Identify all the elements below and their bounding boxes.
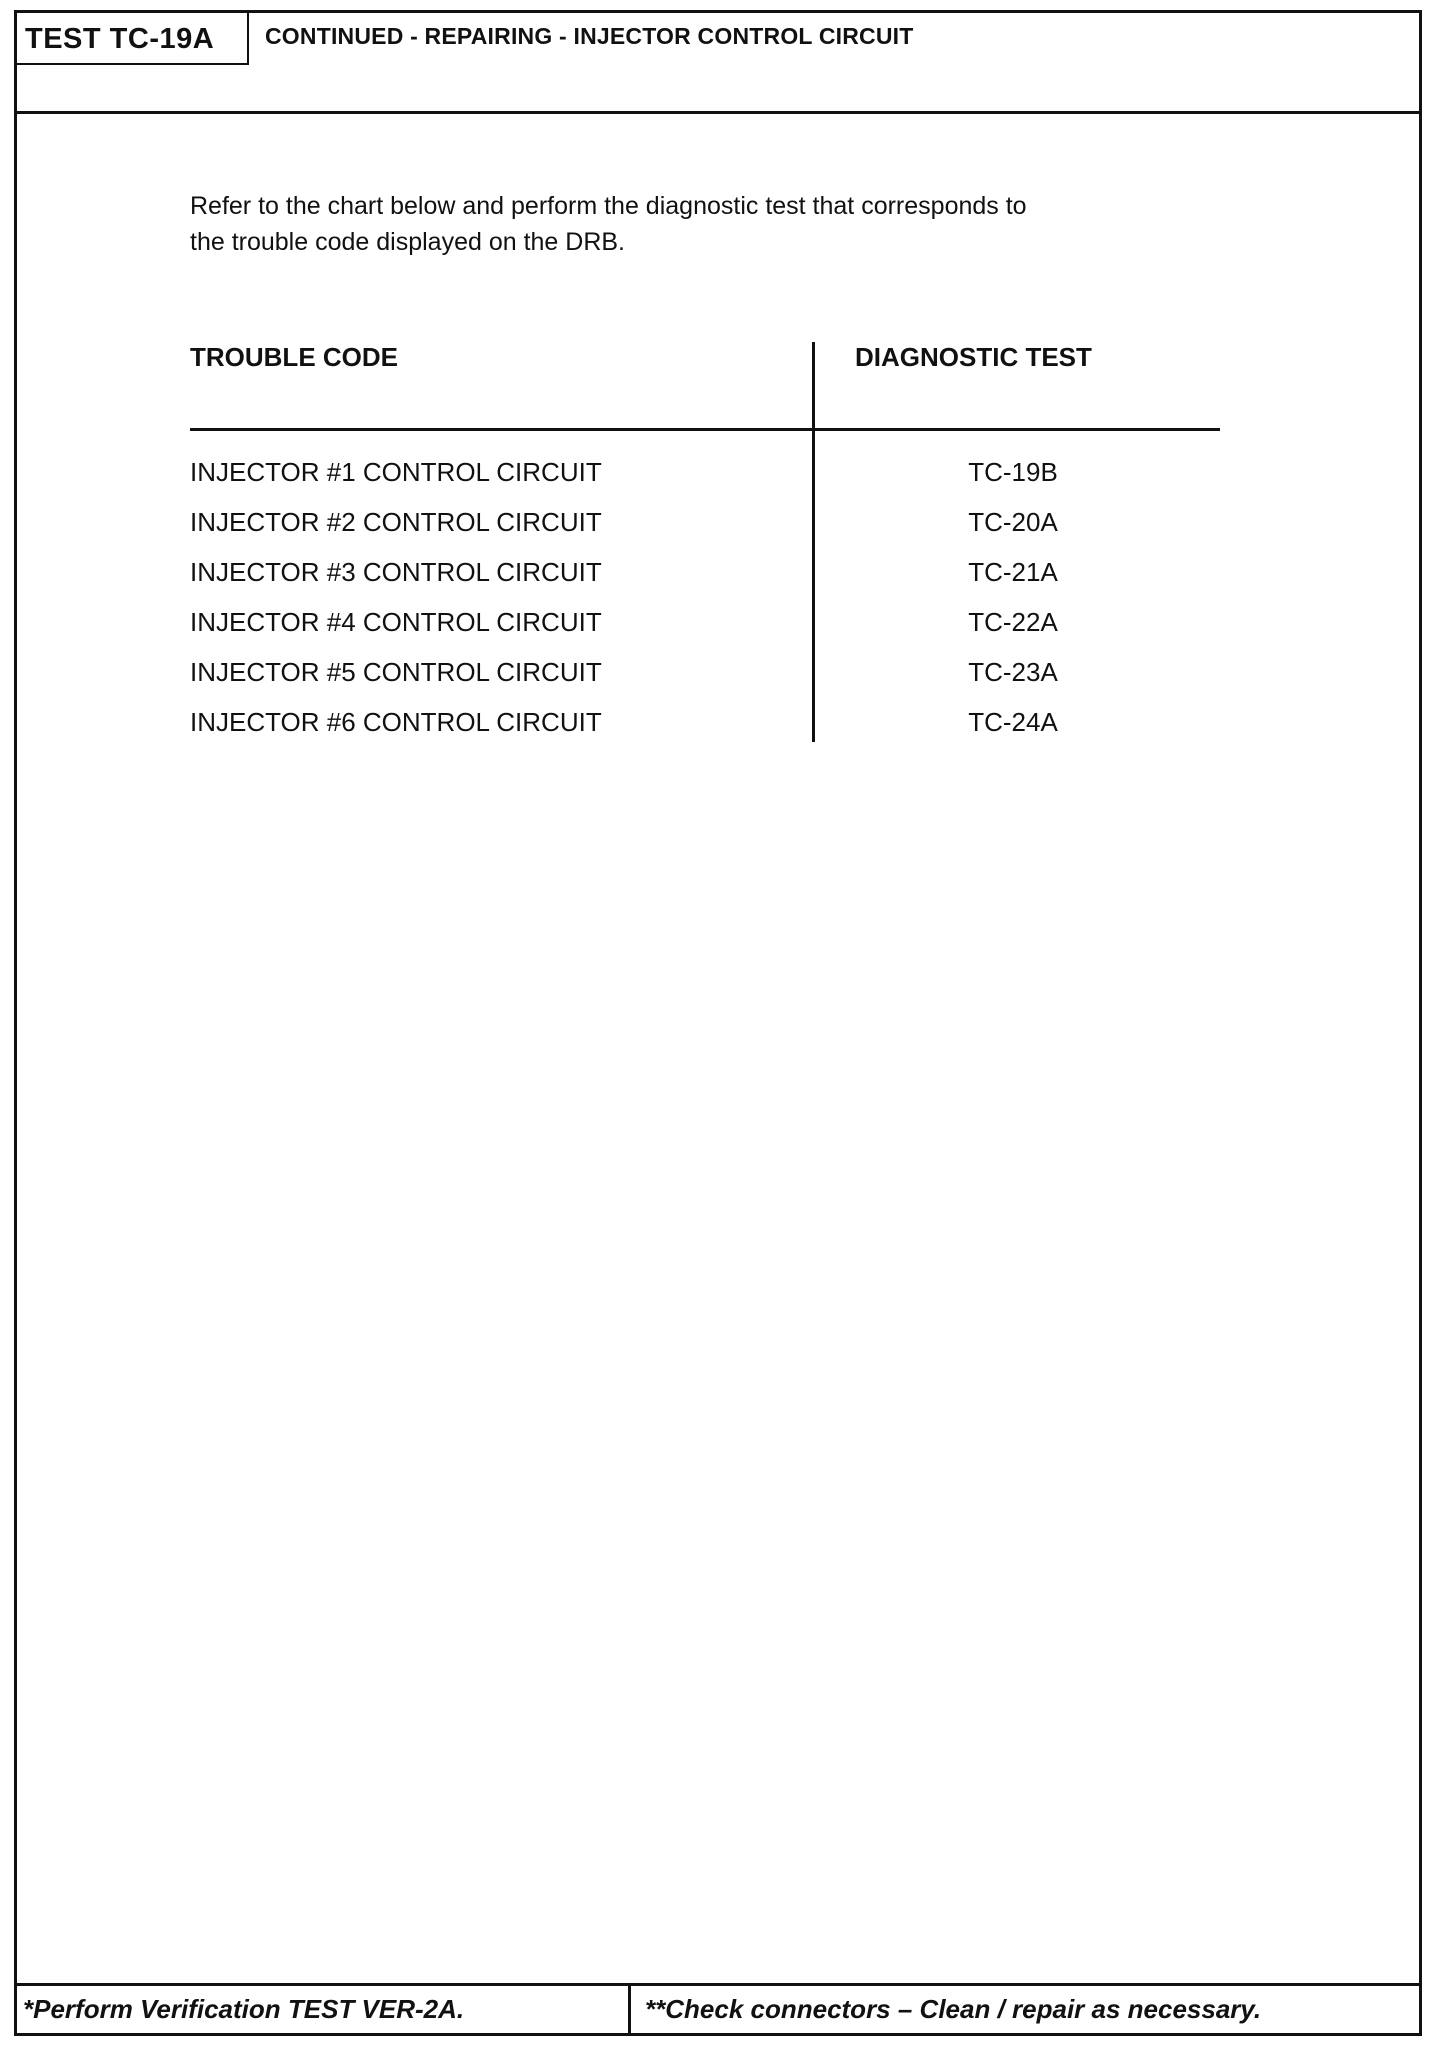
trouble-code-cell: INJECTOR #6 CONTROL CIRCUIT — [190, 707, 602, 737]
intro-paragraph — [190, 188, 1270, 260]
trouble-code-cell: INJECTOR #4 CONTROL CIRCUIT — [190, 607, 602, 637]
header-divider — [190, 428, 1220, 431]
column-header-trouble-code: TROUBLE CODE — [190, 342, 398, 372]
diagnostic-test-cell: TC-19B — [968, 457, 1058, 487]
table-body — [190, 447, 1220, 747]
test-id-label: TEST TC-19A — [17, 13, 249, 65]
table-row — [190, 647, 1220, 697]
page-footer — [17, 1983, 1419, 2033]
trouble-code-cell: INJECTOR #5 CONTROL CIRCUIT — [190, 657, 602, 687]
intro-line-2: the trouble code displayed on the DRB. — [190, 228, 625, 256]
trouble-code-cell: INJECTOR #3 CONTROL CIRCUIT — [190, 557, 602, 587]
footer-connectors-note: **Check connectors – Clean / repair as necessary. — [645, 1994, 1262, 2024]
diagnostic-test-cell: TC-21A — [968, 557, 1058, 587]
column-header-diagnostic-test: DIAGNOSTIC TEST — [855, 342, 1092, 372]
page-header — [17, 13, 1419, 114]
table-row — [190, 547, 1220, 597]
diagnostic-test-cell: TC-20A — [968, 507, 1058, 537]
intro-line-1: Refer to the chart below and perform the diagnostic test that corresponds to — [190, 192, 1027, 220]
diagnostic-test-cell: TC-24A — [968, 707, 1058, 737]
diagnostic-test-cell: TC-23A — [968, 657, 1058, 687]
footer-verification-note: *Perform Verification TEST VER-2A. — [17, 1986, 631, 2033]
page-frame — [14, 10, 1422, 2036]
table-row — [190, 497, 1220, 547]
page-title: CONTINUED - REPAIRING - INJECTOR CONTROL CIRCUIT — [265, 23, 914, 49]
table-row — [190, 597, 1220, 647]
table-row — [190, 447, 1220, 497]
diagnostic-test-cell: TC-22A — [968, 607, 1058, 637]
trouble-code-table — [190, 330, 1220, 750]
trouble-code-cell: INJECTOR #1 CONTROL CIRCUIT — [190, 457, 602, 487]
trouble-code-cell: INJECTOR #2 CONTROL CIRCUIT — [190, 507, 602, 537]
table-row — [190, 697, 1220, 747]
